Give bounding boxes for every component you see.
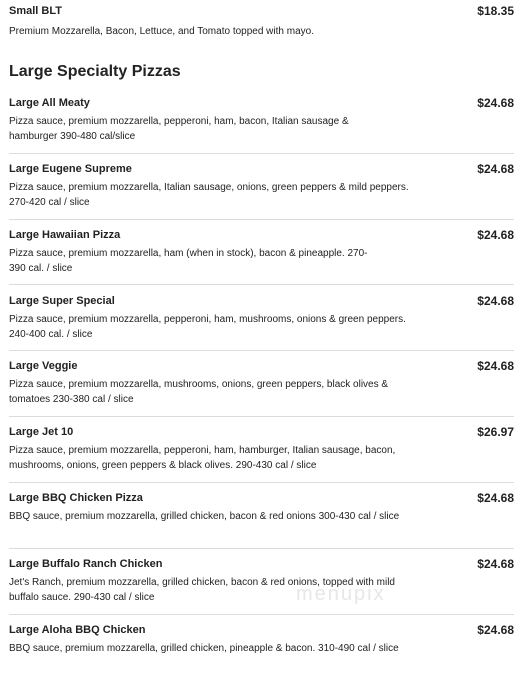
- menu-item: [9, 623, 514, 678]
- menu-item-price: $24.68: [477, 294, 514, 308]
- menu-item: [9, 359, 514, 417]
- menu-item-price: $24.68: [477, 162, 514, 176]
- menu-item-description: Pizza sauce, premium mozzarella, Italian sausage, onions, green peppers & mild peppers. 270-420 cal / slice: [9, 182, 409, 208]
- menu-item-price: $24.68: [477, 96, 514, 110]
- menu-item: [9, 425, 514, 483]
- item-divider: [9, 614, 514, 615]
- menu-item-name: Large Veggie: [9, 360, 78, 372]
- menu-item-name: Large Aloha BBQ Chicken: [9, 624, 146, 636]
- menu-item-description: Jet's Ranch, premium mozzarella, grilled chicken, bacon & red onions, topped with mild buffalo sauce. 290-430 cal / slice: [9, 577, 395, 603]
- menu-item-description: Pizza sauce, premium mozzarella, ham (when in stock), bacon & pineapple. 270-390 cal. / slice: [9, 248, 368, 274]
- menu-item-description: Pizza sauce, premium mozzarella, pepperoni, ham, hamburger, Italian sausage, bacon, mushrooms, onions, green peppers & black olives. 290-430 cal / slice: [9, 445, 396, 471]
- menu-item-name: Small BLT: [9, 5, 62, 17]
- item-divider: [9, 548, 514, 549]
- item-divider: [9, 350, 514, 351]
- menu-item-price: $18.35: [477, 4, 514, 18]
- menu-item: [9, 557, 514, 615]
- item-divider: [9, 219, 514, 220]
- menu-item-small-blt: [9, 4, 514, 44]
- menu-item-price: $24.68: [477, 557, 514, 571]
- menu-item-description: Pizza sauce, premium mozzarella, pepperoni, ham, bacon, Italian sausage & hamburger 390-480 cal/slice: [9, 116, 349, 142]
- item-divider: [9, 153, 514, 154]
- menu-item-description: Premium Mozzarella, Bacon, Lettuce, and Tomato topped with mayo.: [9, 26, 314, 37]
- section-title: Large Specialty Pizzas: [9, 63, 181, 80]
- menu-item-name: Large Super Special: [9, 295, 115, 307]
- menu-item-name: Large BBQ Chicken Pizza: [9, 492, 143, 504]
- item-divider: [9, 482, 514, 483]
- menu-item-name: Large Eugene Supreme: [9, 163, 132, 175]
- menu-item-price: $24.68: [477, 228, 514, 242]
- menu-item: [9, 228, 514, 286]
- item-divider: [9, 284, 514, 285]
- menu-item: [9, 162, 514, 220]
- menu-item-description: BBQ sauce, premium mozzarella, grilled chicken, pineapple & bacon. 310-490 cal / slice: [9, 643, 399, 654]
- menu-item: [9, 96, 514, 154]
- menu-item-price: $24.68: [477, 491, 514, 505]
- menu-item-description: Pizza sauce, premium mozzarella, pepperoni, ham, mushrooms, onions & green peppers. 240-400 cal. / slice: [9, 314, 406, 340]
- menu-item-price: $24.68: [477, 359, 514, 373]
- menu-item-price: $24.68: [477, 623, 514, 637]
- menu-item-name: Large Buffalo Ranch Chicken: [9, 558, 163, 570]
- menu-item: [9, 294, 514, 352]
- menu-item-price: $26.97: [477, 425, 514, 439]
- menu-item-description: Pizza sauce, premium mozzarella, mushrooms, onions, green peppers, black olives & tomatoes 230-380 cal / slice: [9, 379, 389, 405]
- menu-item-name: Large Jet 10: [9, 426, 74, 438]
- menu-item-name: Large All Meaty: [9, 97, 90, 109]
- menu-item-name: Large Hawaiian Pizza: [9, 229, 121, 241]
- menu-item-description: BBQ sauce, premium mozzarella, grilled chicken, bacon & red onions 300-430 cal / slice: [9, 511, 400, 522]
- item-divider: [9, 416, 514, 417]
- menu-item: [9, 491, 514, 549]
- watermark-logo: menupix: [296, 583, 386, 605]
